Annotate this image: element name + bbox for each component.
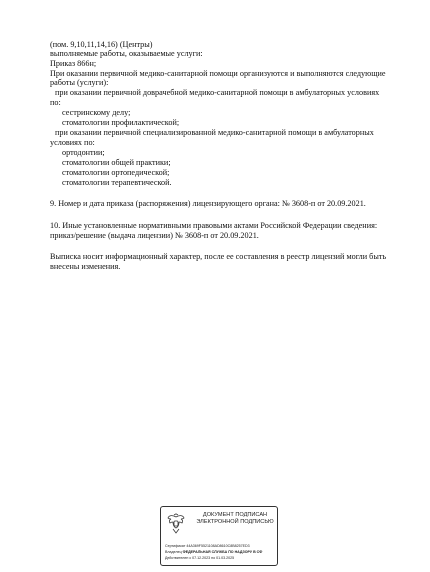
service-item: стоматологии профилактической;	[62, 118, 180, 127]
specialized-care-heading-cont: условиях по:	[50, 138, 95, 147]
premises-line: (пом. 9,10,11,14,16) (Центры)	[50, 40, 153, 49]
coat-of-arms-icon	[166, 513, 186, 535]
works-heading: выполняемые работы, оказываемые услуги:	[50, 49, 203, 58]
validity-period: Действителен с 07.12.2023 по 01.03.2025	[165, 556, 235, 560]
service-item: стоматологии ортопедической;	[62, 168, 170, 177]
certificate-row	[165, 544, 277, 548]
service-item: стоматологии общей практики;	[62, 158, 171, 167]
primary-care-intro-cont: работы (услуги):	[50, 78, 109, 87]
electronic-signature-stamp	[160, 506, 278, 566]
item-10-other-info: 10. Иные установленные нормативными правовыми актами Российской Федерации сведения:	[50, 221, 378, 230]
service-item: стоматологии терапевтической.	[62, 178, 172, 187]
order-reference: Приказ 866н;	[50, 59, 97, 68]
stamp-heading: ДОКУМЕНТ ПОДПИСАН	[202, 512, 268, 518]
stamp-heading-cont: ЭЛЕКТРОННОЙ ПОДПИСЬЮ	[196, 519, 274, 525]
item-9-order-number: 9. Номер и дата приказа (распоряжения) лицензирующего органа: № 3608-п от 20.09.2021.	[50, 199, 366, 208]
certificate-number: 44A369F5521108AD8610C8B8257ED3	[186, 544, 250, 548]
prenursing-care-heading-cont: по:	[50, 98, 61, 107]
item-10-other-info-cont: приказ/решение (выдача лицензии) № 3608-п от 20.09.2021.	[50, 231, 259, 240]
disclaimer-note: Выписка носит информационный характер, после ее составления в реестр лицензий могли быть	[50, 252, 387, 261]
owner-name: ФЕДЕРАЛЬНАЯ СЛУЖБА ПО НАДЗОРУ В СФ	[182, 550, 263, 554]
prenursing-care-heading: при оказании первичной доврачебной медико-санитарной помощи в амбулаторных условиях	[55, 88, 380, 97]
service-item: сестринскому делу;	[62, 108, 131, 117]
service-item: ортодонтии;	[62, 148, 105, 157]
disclaimer-note-cont: внесены изменения.	[50, 262, 121, 271]
certificate-label: Сертификат	[165, 544, 186, 548]
owner-row	[165, 550, 277, 554]
specialized-care-heading: при оказании первичной специализированной медико-санитарной помощи в амбулаторных	[55, 128, 374, 137]
primary-care-intro: При оказании первичной медико-санитарной помощи организуются и выполняются следующие	[50, 69, 386, 78]
owner-label: Владелец	[165, 550, 182, 554]
